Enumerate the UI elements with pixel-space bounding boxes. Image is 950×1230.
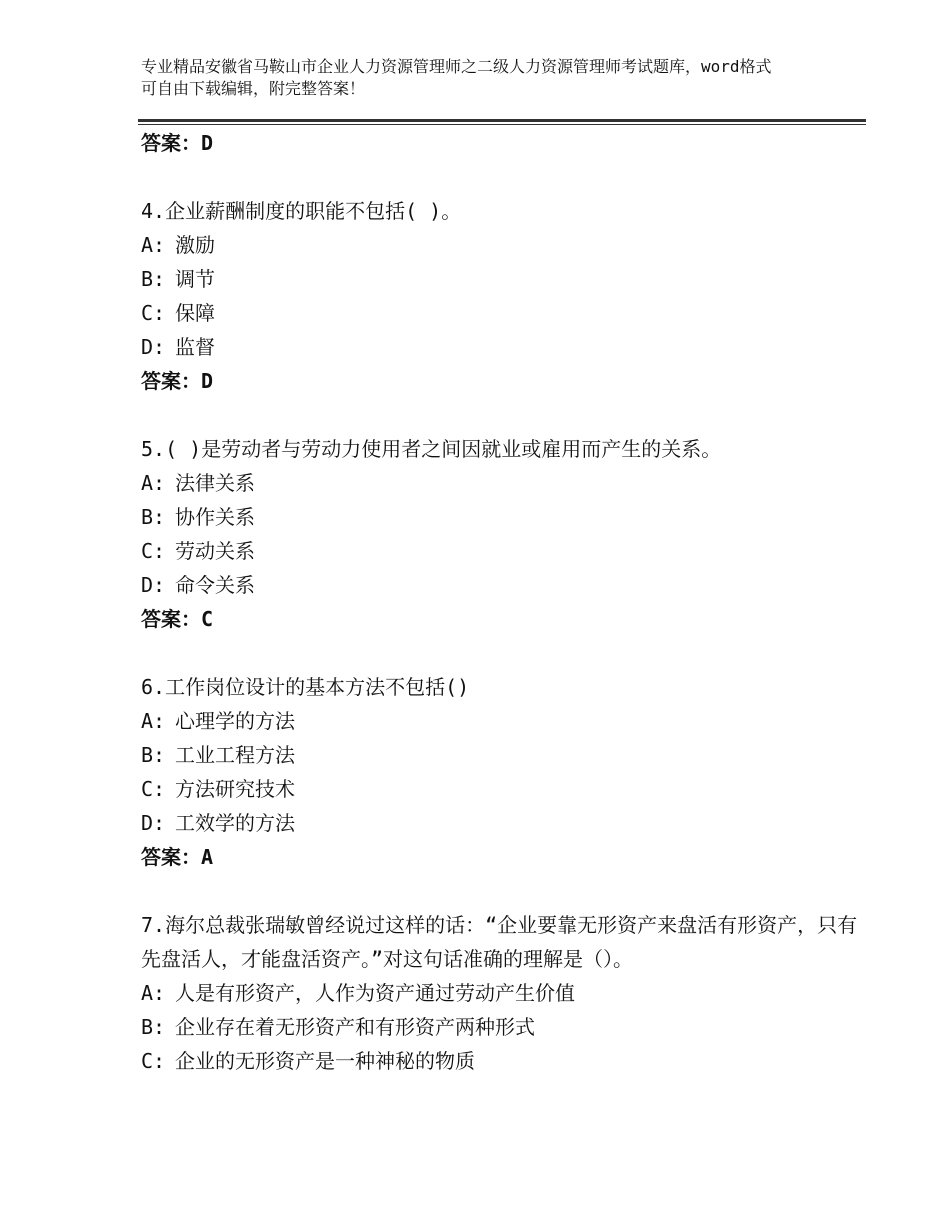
option-text: 命令关系	[175, 573, 255, 597]
option-key: B:	[141, 267, 166, 291]
option-text: 人是有形资产，人作为资产通过劳动产生价值	[175, 981, 575, 1005]
option-key: B:	[141, 743, 166, 767]
option-a	[141, 466, 861, 500]
option-key: A:	[141, 709, 166, 733]
header-rule-thin	[138, 124, 866, 125]
option-text: 监督	[175, 335, 215, 359]
option-b	[141, 262, 861, 296]
option-key: A:	[141, 233, 166, 257]
option-c	[141, 1044, 861, 1078]
option-key: A:	[141, 471, 166, 495]
option-c	[141, 296, 861, 330]
answer-line: 答案：C	[141, 607, 214, 631]
question-4	[141, 194, 861, 398]
option-text: 企业的无形资产是一种神秘的物质	[175, 1049, 475, 1073]
option-key: D:	[141, 335, 166, 359]
spacer	[141, 160, 861, 194]
question-stem: 4.企业薪酬制度的职能不包括( )。	[141, 199, 462, 223]
answer-line: 答案：A	[141, 845, 214, 869]
option-key: B:	[141, 505, 166, 529]
option-key: D:	[141, 573, 166, 597]
option-text: 调节	[175, 267, 215, 291]
option-text: 工效学的方法	[175, 811, 295, 835]
option-d	[141, 568, 861, 602]
option-b	[141, 1010, 861, 1044]
option-key: C:	[141, 777, 166, 801]
spacer	[141, 874, 861, 908]
spacer	[141, 398, 861, 432]
option-text: 协作关系	[175, 505, 255, 529]
option-c	[141, 534, 861, 568]
question-5	[141, 432, 861, 636]
option-text: 方法研究技术	[175, 777, 295, 801]
option-text: 工业工程方法	[175, 743, 295, 767]
option-text: 保障	[175, 301, 215, 325]
option-c	[141, 772, 861, 806]
previous-answer: 答案：D	[141, 131, 214, 155]
option-text: 劳动关系	[175, 539, 255, 563]
option-key: C:	[141, 539, 166, 563]
answer-line: 答案：D	[141, 369, 214, 393]
option-a	[141, 228, 861, 262]
option-key: C:	[141, 301, 166, 325]
option-key: D:	[141, 811, 166, 835]
question-stem: 5.( )是劳动者与劳动力使用者之间因就业或雇用而产生的关系。	[141, 437, 722, 461]
option-d	[141, 806, 861, 840]
option-text: 法律关系	[175, 471, 255, 495]
question-list	[141, 126, 861, 1078]
option-key: B:	[141, 1015, 166, 1039]
option-a	[141, 704, 861, 738]
option-b	[141, 500, 861, 534]
option-d	[141, 330, 861, 364]
question-stem: 7.海尔总裁张瑞敏曾经说过这样的话：“企业要靠无形资产来盘活有形资产，只有先盘活人，才能盘活资产。”对这句话准确的理解是（）。	[141, 913, 858, 971]
option-b	[141, 738, 861, 772]
question-7	[141, 908, 861, 1078]
option-text: 激励	[175, 233, 215, 257]
option-a	[141, 976, 861, 1010]
question-stem: 6.工作岗位设计的基本方法不包括()	[141, 675, 470, 699]
option-key: A:	[141, 981, 166, 1005]
option-key: C:	[141, 1049, 166, 1073]
question-6	[141, 670, 861, 874]
option-text: 心理学的方法	[175, 709, 295, 733]
spacer	[141, 636, 861, 670]
page-header: 专业精品安徽省马鞍山市企业人力资源管理师之二级人力资源管理师考试题库，word格式可自由下载编辑，附完整答案！	[141, 57, 772, 98]
header-rule-thick	[138, 119, 866, 122]
option-text: 企业存在着无形资产和有形资产两种形式	[175, 1015, 535, 1039]
